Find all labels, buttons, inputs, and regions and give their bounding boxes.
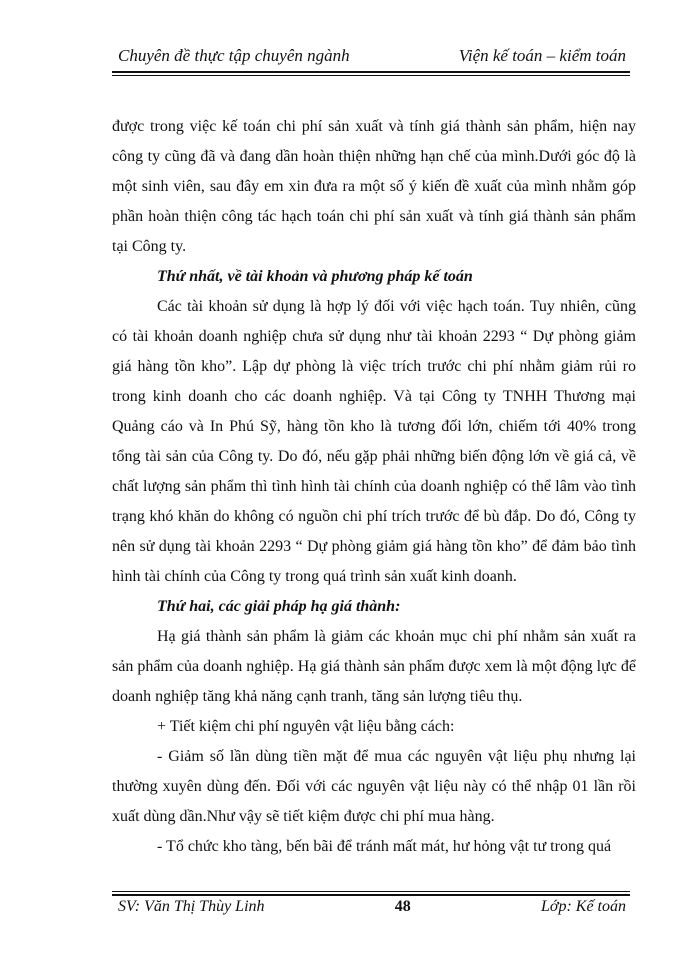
footer-class: Lớp: Kế toán xyxy=(541,898,626,915)
header-left-title: Chuyên đề thực tập chuyên ngành xyxy=(118,46,350,65)
page-footer xyxy=(118,895,626,919)
paragraph-material-savings: + Tiết kiệm chi phí nguyên vật liệu bằng cách: xyxy=(157,718,455,735)
section-heading-second: Thứ hai, các giải pháp hạ giá thành: xyxy=(157,598,401,615)
page-header xyxy=(118,44,626,68)
page-number: 48 xyxy=(394,898,411,915)
paragraph-cash-purchases: - Giảm số lần dùng tiền mặt để mua các nguyên vật liệu phụ nhưng lại thường xuyên dùng đến. Đối với các nguyên vật liệu này có thể nhập 01 lần rồi xuất dùng dần.Như vậy sẽ tiết kiệm được chi phí mua hàng. xyxy=(112,748,636,825)
paragraph-cost-reduction: Hạ giá thành sản phẩm là giảm các khoản mục chi phí nhằm sản xuất ra sản phẩm của doanh nghiệp. Hạ giá thành sản phẩm được xem là một động lực để doanh nghiệp tăng khả năng cạnh tranh, tăng sản lượng tiêu thụ. xyxy=(112,628,636,705)
header-rule-thin xyxy=(112,75,630,76)
footer-rule-thin xyxy=(112,891,630,892)
section-heading-first: Thứ nhất, về tài khoản và phương pháp kế toán xyxy=(157,268,473,285)
header-rule xyxy=(112,71,630,73)
paragraph-accounts: Các tài khoản sử dụng là hợp lý đối với việc hạch toán. Tuy nhiên, cũng có tài khoản doanh nghiệp chưa sử dụng như tài khoản 2293 “ Dự phòng giảm giá hàng tồn kho”. Lập dự phòng là việc trích trước chi phí nhằm giảm rủi ro trong kinh doanh cho các doanh nghiệp. Và tại Công ty TNHH Thương mại Quảng cáo và In Phú Sỹ, hàng tồn kho là tương đối lớn, chiếm tới 40% trong tổng tài sản của Công ty. Do đó, nếu gặp phải những biến động lớn về giá cả, về chất lượng sản phẩm thì tình hình tài chính của doanh nghiệp có thể lâm vào tình trạng khó khăn do không có nguồn chi phí trích trước để bù đắp. Do đó, Công ty nên sử dụng tài khoản 2293 “ Dự phòng giảm giá hàng tồn kho” để đảm bảo tình hình tài chính của Công ty trong quá trình sản xuất kinh doanh. xyxy=(112,298,636,585)
header-right-title: Viện kế toán – kiểm toán xyxy=(458,46,626,65)
paragraph-intro: được trong việc kế toán chi phí sản xuất và tính giá thành sản phẩm, hiện nay công ty cũng đã và đang dần hoàn thiện những hạn chế của mình.Dưới góc độ là một sinh viên, sau đây em xin đưa ra một số ý kiến đề xuất của mình nhằm góp phần hoàn thiện công tác hạch toán chi phí sản xuất và tính giá thành sản phẩm tại Công ty. xyxy=(112,118,636,255)
paragraph-warehouse: - Tổ chức kho tàng, bến bãi để tránh mất mát, hư hỏng vật tư trong quá xyxy=(157,838,612,855)
footer-student-name: SV: Văn Thị Thùy Linh xyxy=(118,898,265,915)
body-text xyxy=(112,112,636,862)
